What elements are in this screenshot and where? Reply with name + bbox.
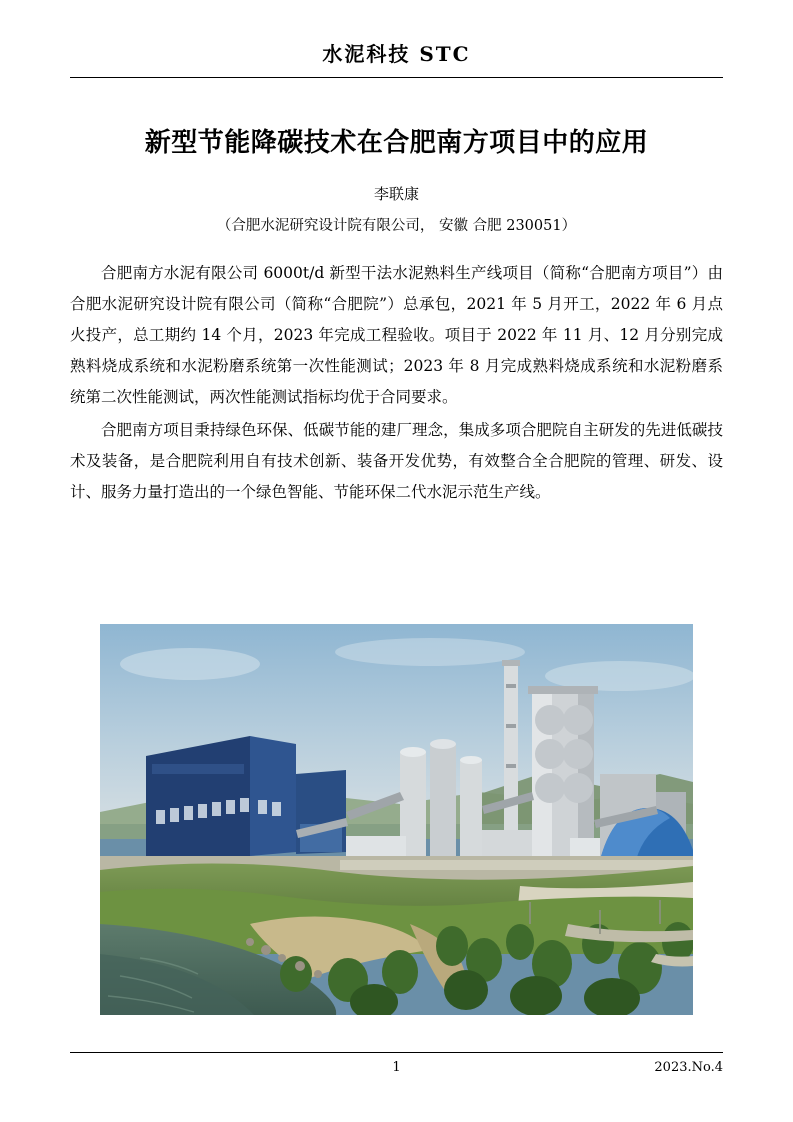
article-body: [70, 258, 723, 510]
page-header: [70, 38, 723, 78]
header-divider: [70, 77, 723, 78]
figure-plant-photo: [100, 624, 693, 1015]
issue-label: 2023.No.4: [654, 1060, 723, 1075]
page-title: 新型节能降碳技术在合肥南方项目中的应用: [144, 128, 649, 158]
footer-divider: [70, 1052, 723, 1053]
paragraph-2: 合肥南方项目秉持绿色环保、低碳节能的建厂理念，集成多项合肥院自主研发的先进低碳技术及装备，是合肥院利用自有技术创新、装备开发优势，有效整合全合肥院的管理、研发、设计、服务力量打造出的一个绿色智能、节能环保二代水泥示范生产线。: [70, 421, 723, 501]
author-affiliation: （合肥水泥研究设计院有限公司， 安徽 合肥 230051）: [216, 218, 577, 234]
author-name: 李联康: [373, 185, 419, 203]
journal-name: 水泥科技 STC: [322, 42, 471, 66]
page-number: 1: [392, 1060, 401, 1075]
paragraph-1: 合肥南方水泥有限公司 6000t/d 新型干法水泥熟料生产线项目（简称“合肥南方项目”）由合肥水泥研究设计院有限公司（简称“合肥院”）总承包，2021 年 5 月开工，2022 年 6 月点火投产，总工期约 14 个月，2023 年完成工程验收。项目于 2022 年 11 月、12 月分别完成熟料烧成系统和水泥粉磨系统第一次性能测试；2023 年 8 月完成熟料烧成系统和水泥粉磨系统第二次性能测试，两次性能测试指标均优于合同要求。: [70, 264, 723, 406]
